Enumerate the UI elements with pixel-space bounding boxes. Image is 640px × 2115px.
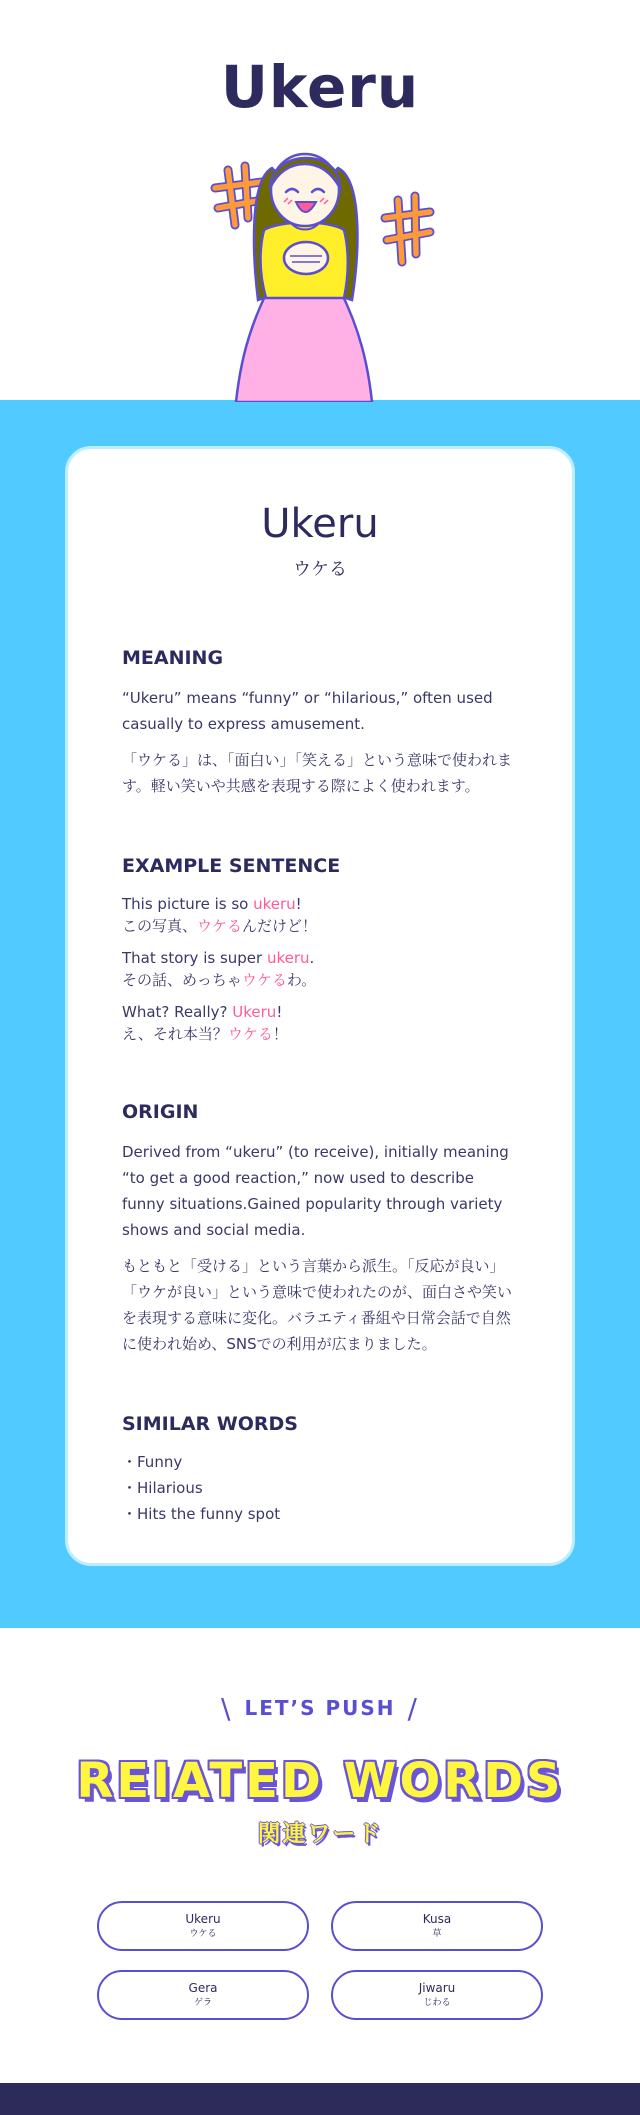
- list-item: ・Hilarious: [122, 1479, 203, 1497]
- meaning-jp: 「ウケる」は、「面白い」「笑える」という意味で使われます。軽い笑いや共感を表現する際によく使われます。: [122, 751, 513, 795]
- meaning-en: “Ukeru” means “funny” or “hilarious,” often used casually to express amusement.: [122, 689, 493, 733]
- origin-heading: ORIGIN: [122, 1101, 199, 1123]
- push-label-row: [0, 1692, 640, 1725]
- word-kana: ウケる: [293, 559, 347, 580]
- related-words-section: [0, 1628, 640, 2083]
- related-word-button-ukeru[interactable]: [97, 1901, 309, 1951]
- hero-section: [0, 0, 640, 400]
- example-en: What? Really? Ukeru!: [122, 1003, 283, 1021]
- definition-section: [0, 400, 640, 1628]
- push-label: LET’S PUSH: [244, 1696, 396, 1720]
- related-word-label: Jiwaru: [418, 1981, 456, 1995]
- related-word-button-kusa[interactable]: [331, 1901, 543, 1951]
- slash-left-icon: \: [221, 1692, 233, 1725]
- related-word-button-jiwaru[interactable]: [331, 1970, 543, 2020]
- highlight-word: ウケる: [227, 1025, 273, 1043]
- example-en: This picture is so ukeru!: [122, 895, 302, 913]
- highlight-word: ukeru: [253, 895, 296, 913]
- footer-bar: [0, 2083, 640, 2115]
- example-heading: EXAMPLE SENTENCE: [122, 855, 341, 877]
- related-word-label: Gera: [188, 1981, 218, 1995]
- related-word-label: Kusa: [422, 1912, 452, 1926]
- example-jp: この写真、ウケるんだけど！: [122, 917, 318, 935]
- related-words-grid: [97, 1901, 543, 2020]
- hero-title: Ukeru: [220, 53, 420, 121]
- related-word-button-gera[interactable]: [97, 1970, 309, 2020]
- highlight-word: Ukeru: [232, 1003, 277, 1021]
- highlight-word: ウケる: [197, 917, 243, 935]
- origin-jp: もともと「受ける」という言葉から派生。「反応が良い」「ウケが良い」という意味で使われたのが、面白さや笑いを表現する意味に変化。バラエティ番組や日常会話で自然に使われ始め、SNSでの利用が広まりました。: [122, 1257, 513, 1353]
- related-word-label: Ukeru: [185, 1912, 221, 1926]
- highlight-word: ukeru: [266, 949, 310, 967]
- related-word-kana: ゲラ: [193, 1998, 212, 2008]
- example-en: That story is super ukeru.: [122, 949, 315, 967]
- related-words-subtitle: 関連ワード: [257, 1821, 383, 1847]
- highlight-word: ウケる: [241, 971, 287, 989]
- list-item: ・Funny: [122, 1453, 183, 1471]
- laughing-girl-illustration: [190, 140, 450, 402]
- meaning-heading: MEANING: [122, 647, 224, 669]
- example-item: [122, 947, 518, 991]
- word-title: Ukeru: [261, 501, 379, 547]
- list-item: ・Hits the funny spot: [122, 1505, 281, 1523]
- related-word-kana: じわる: [423, 1998, 451, 2008]
- related-word-kana: 草: [432, 1929, 442, 1939]
- related-word-kana: ウケる: [189, 1929, 217, 1939]
- example-jp: え、それ本当？ウケる！: [122, 1025, 288, 1043]
- example-jp: その話、めっちゃウケるわ。: [122, 971, 317, 989]
- origin-en: Derived from “ukeru” (to receive), initially meaning “to get a good reaction,” now used to describe funny situations.Gained popularity through variety shows and social media.: [122, 1143, 509, 1239]
- example-item: [122, 893, 518, 937]
- slash-right-icon: /: [407, 1692, 419, 1725]
- example-item: [122, 1001, 518, 1045]
- similar-words-list: [122, 1449, 518, 1527]
- similar-heading: SIMILAR WORDS: [122, 1413, 298, 1435]
- related-words-title: REIATED WORDS: [76, 1753, 564, 1809]
- definition-card: [65, 446, 575, 1566]
